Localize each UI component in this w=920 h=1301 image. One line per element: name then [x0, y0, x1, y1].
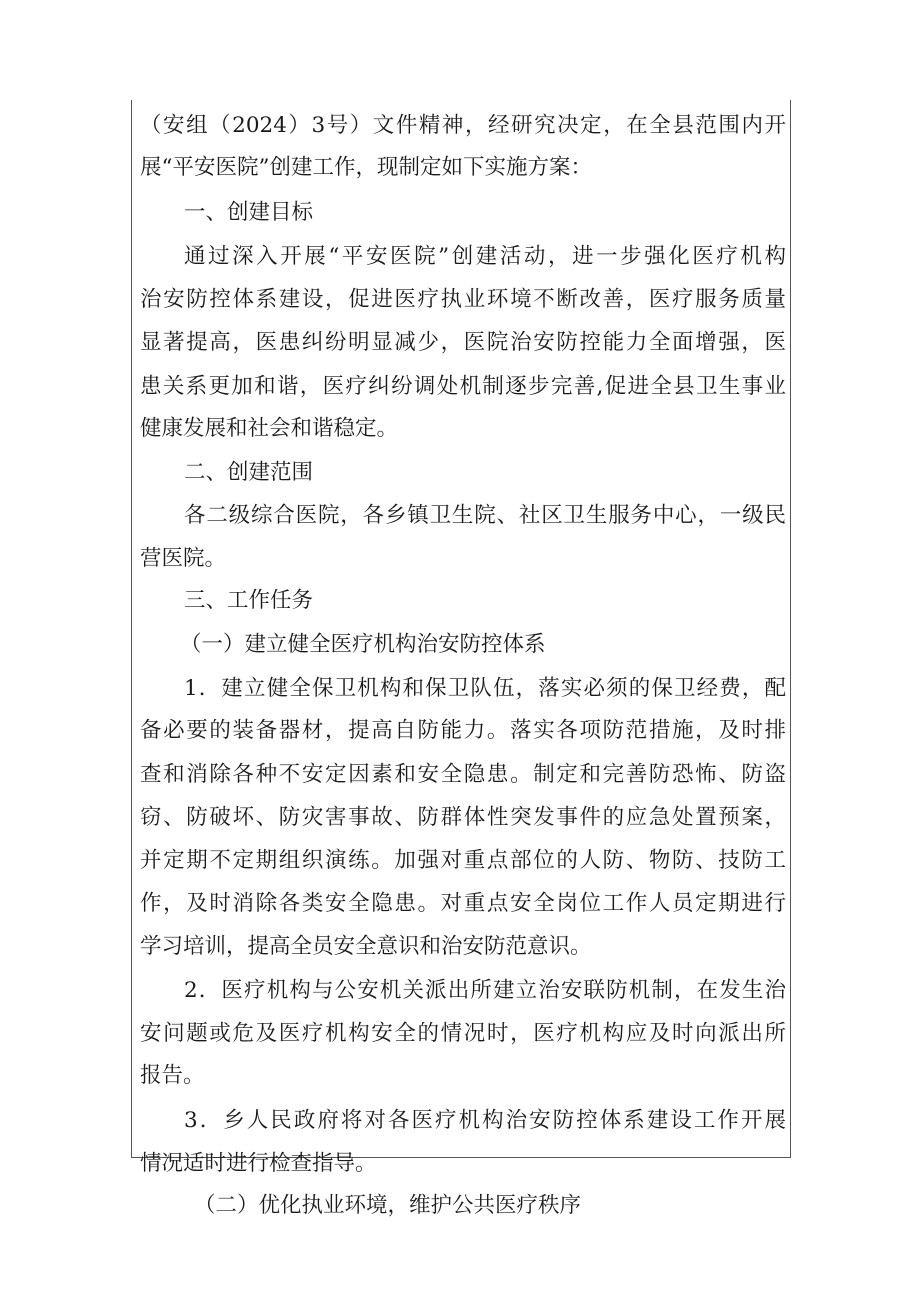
- text-line: 显著提高，医患纠纷明显减少，医院治安防控能力全面增强，医: [140, 330, 786, 355]
- text-line: 3．乡人民政府将对各医疗机构治安防控体系建设工作开展: [184, 1108, 786, 1133]
- subsection-heading-1: （一）建立健全医疗机构治安防控体系: [180, 632, 546, 657]
- text-line: 健康发展和社会和谐稳定。: [140, 416, 399, 441]
- text-line: 安问题或危及医疗机构安全的情况时，医疗机构应及时向派出所: [140, 1021, 786, 1046]
- text-line: 2．医疗机构与公安机关派出所建立治安联防机制，在发生治: [184, 978, 786, 1003]
- text-line: 并定期不定期组织演练。加强对重点部位的人防、物防、技防工: [140, 848, 786, 873]
- text-line: 报告。: [140, 1063, 205, 1088]
- text-line: 备必要的装备器材，提高自防能力。落实各项防范措施，及时排: [140, 718, 786, 743]
- text-line: 营医院。: [140, 546, 227, 571]
- text-line: （安组（2024）3号）文件精神，经研究决定，在全县范围内开: [140, 113, 786, 138]
- text-line: 1．建立健全保卫机构和保卫队伍，落实必须的保卫经费，配: [184, 676, 786, 701]
- text-line: 作，及时消除各类安全隐患。对重点安全岗位工作人员定期进行: [140, 891, 786, 916]
- subsection-heading-2: （二）优化执业环境，维护公共医疗秩序: [194, 1193, 582, 1218]
- text-line: 治安防控体系建设，促进医疗执业环境不断改善，医疗服务质量: [140, 287, 786, 312]
- text-line: 窃、防破坏、防灾害事故、防群体性突发事件的应急处置预案，: [140, 805, 786, 830]
- text-line: 学习培训，提高全员安全意识和治安防范意识。: [140, 934, 592, 959]
- text-line: 通过深入开展“平安医院”创建活动，进一步强化医疗机构: [184, 244, 786, 269]
- text-line: 展“平安医院”创建工作，现制定如下实施方案：: [140, 155, 592, 180]
- text-line: 查和消除各种不安定因素和安全隐患。制定和完善防恐怖、防盗: [140, 762, 786, 787]
- text-line: 患关系更加和谐，医疗纠纷调处机制逐步完善,促进全县卫生事业: [140, 374, 786, 399]
- text-line: 情况适时进行检查指导。: [140, 1151, 377, 1176]
- text-line: 各二级综合医院，各乡镇卫生院、社区卫生服务中心，一级民: [184, 503, 786, 528]
- section-heading-tasks: 三、工作任务: [184, 588, 314, 613]
- section-heading-goal: 一、创建目标: [184, 200, 314, 225]
- section-heading-scope: 二、创建范围: [184, 460, 314, 485]
